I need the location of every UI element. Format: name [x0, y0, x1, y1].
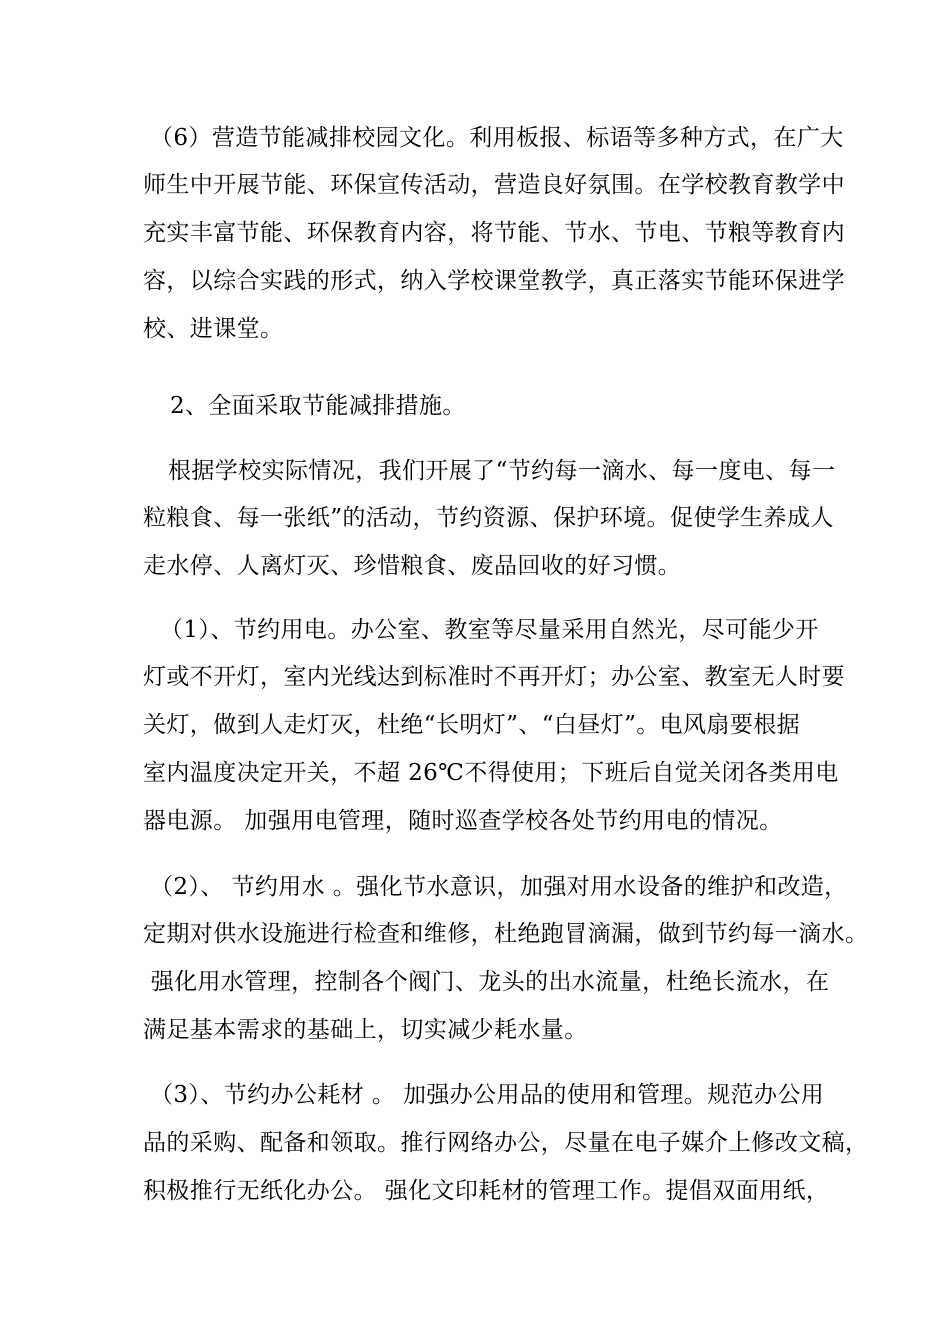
paragraph-line: 器电源。 加强用电管理，随时巡查学校各处节约用电的情况。 [143, 808, 783, 834]
paragraph-line: （1）、节约用电。办公室、教室等尽量采用自然光，尽可能少开 [160, 617, 819, 643]
paragraph-line: 根据学校实际情况，我们开展了“节约每一滴水、每一度电、每一 [168, 458, 836, 484]
paragraph-line: 品的采购、配备和领取。推行网络办公，尽量在电子媒介上修改文稿， [143, 1130, 869, 1156]
paragraph-line: 满足基本需求的基础上，切实减少耗水量。 [143, 1017, 588, 1043]
paragraph-line: （6）营造节能减排校园文化。利用板报、标语等多种方式，在广大 [150, 125, 844, 151]
paragraph-line: 容，以综合实践的形式，纳入学校课堂教学，真正落实节能环保进学 [143, 268, 845, 294]
paragraph-line: 定期对供水设施进行检查和维修，杜绝跑冒滴漏，做到节约每一滴水。 [143, 921, 869, 947]
paragraph-line: 粒粮食、每一张纸”的活动，节约资源、保护环境。促使学生养成人 [143, 505, 834, 531]
paragraph-line: 室内温度决定开关，不超 26℃不得使用；下班后自觉关闭各类用电 [143, 760, 839, 786]
paragraph-line: 校、进课堂。 [143, 316, 284, 342]
paragraph-line: 关灯，做到人走灯灭，杜绝“长明灯”、“白昼灯”。电风扇要根据 [143, 712, 801, 738]
paragraph-line: 师生中开展节能、环保宣传活动，营造良好氛围。在学校教育教学中 [143, 172, 845, 198]
paragraph-line: 积极推行无纸化办公。 强化文印耗材的管理工作。提倡双面用纸， [143, 1178, 830, 1204]
paragraph-line: （2）、 节约用水 。强化节水意识，加强对用水设备的维护和改造， [150, 874, 848, 900]
paragraph-line: 灯或不开灯，室内光线达到标准时不再开灯；办公室、教室无人时要 [143, 664, 845, 690]
paragraph-line: （3）、节约办公耗材 。 加强办公用品的使用和管理。规范办公用 [150, 1082, 825, 1108]
paragraph-line: 走水停、人离灯灭、珍惜粮食、废品回收的好习惯。 [143, 553, 682, 579]
paragraph-line: 充实丰富节能、环保教育内容，将节能、节水、节电、节粮等教育内 [143, 220, 845, 246]
section-heading: 2、全面采取节能减排措施。 [170, 393, 466, 419]
paragraph-line: 强化用水管理，控制各个阀门、龙头的出水流量，杜绝长流水，在 [143, 969, 830, 995]
